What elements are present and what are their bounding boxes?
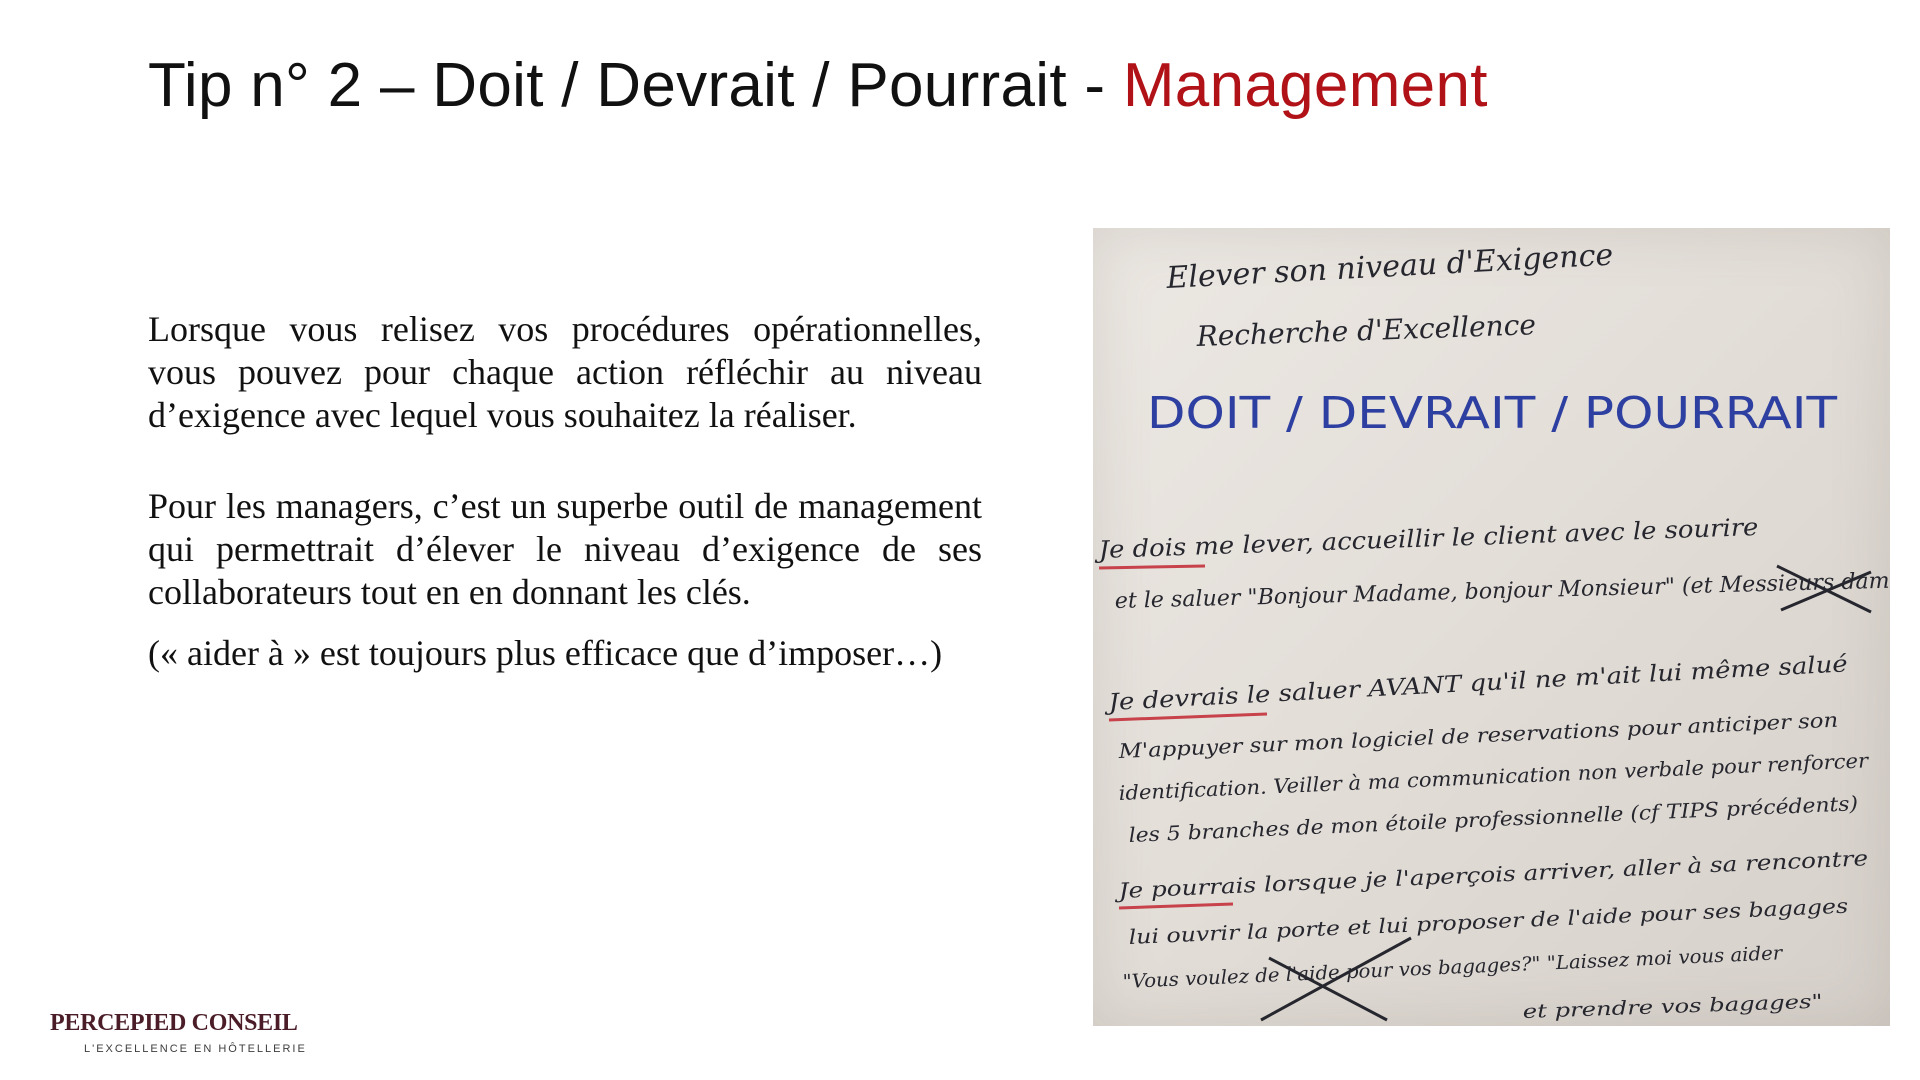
logo-name: PERCEPIED CONSEIL: [50, 1010, 298, 1036]
paragraph-2: Pour les managers, c’est un superbe outil de management qui permettrait d’élever le niveau d’exigence de ses collaborateurs tout en en donnant les clés.: [148, 486, 982, 612]
note-line-4: Je dois me lever, accueillir le client avec le sourire: [1098, 514, 1712, 564]
company-logo: [50, 1010, 350, 1055]
note-line-5: et le saluer "Bonjour Madame, bonjour Monsieur" (et Messieurs dam: [1114, 568, 1887, 614]
note-line-12: "Vous voulez de l'aide pour vos bagages?" "Laissez moi vous aider: [1122, 943, 1760, 993]
note-line-2: Recherche d'Excellence: [1196, 308, 1537, 353]
note-line-8: identification. Veiller à ma communication non verbale pour renforcer: [1118, 749, 1831, 805]
handwritten-note-drawing: [1093, 228, 1890, 1026]
note-line-3: DOIT / DEVRAIT / POURRAIT: [1147, 388, 1838, 439]
title-accent: Management: [1122, 51, 1488, 120]
body-text: [148, 308, 982, 675]
note-line-1: Elever son niveau d'Exigence: [1165, 237, 1615, 296]
slide-title: [148, 50, 1488, 121]
underline-je-devrais: [1109, 714, 1267, 720]
underline-je-dois: [1099, 566, 1205, 568]
underline-je-pourrais: [1119, 904, 1233, 908]
paragraph-1: Lorsque vous relisez vos procédures opérationnelles, vous pouvez pour chaque action réfléchir au niveau d’exigence avec lequel vous souhaitez la réaliser.: [148, 309, 982, 435]
note-line-13: et prendre vos bagages": [1522, 992, 1759, 1023]
note-line-9: les 5 branches de mon étoile professionnelle (cf TIPS précédents): [1128, 793, 1796, 847]
note-line-6: Je devrais le saluer AVANT qu'il ne m'ait lui même salué: [1107, 655, 1765, 716]
note-line-7: M'appuyer sur mon logiciel de reservations pour anticiper son: [1118, 711, 1753, 763]
title-main: Tip n° 2 – Doit / Devrait / Pourrait -: [148, 51, 1123, 120]
note-line-10: Je pourrais lorsque je l'aperçois arriver, aller à sa rencontre: [1118, 851, 1758, 903]
paragraph-3: (« aider à » est toujours plus efficace que d’imposer…): [148, 633, 943, 673]
handwritten-note-photo: [1093, 228, 1890, 1026]
logo-tagline: L'EXCELLENCE EN HÔTELLERIE: [84, 1043, 307, 1055]
note-line-11: lui ouvrir la porte et lui proposer de l'aide pour ses bagages: [1128, 898, 1739, 949]
